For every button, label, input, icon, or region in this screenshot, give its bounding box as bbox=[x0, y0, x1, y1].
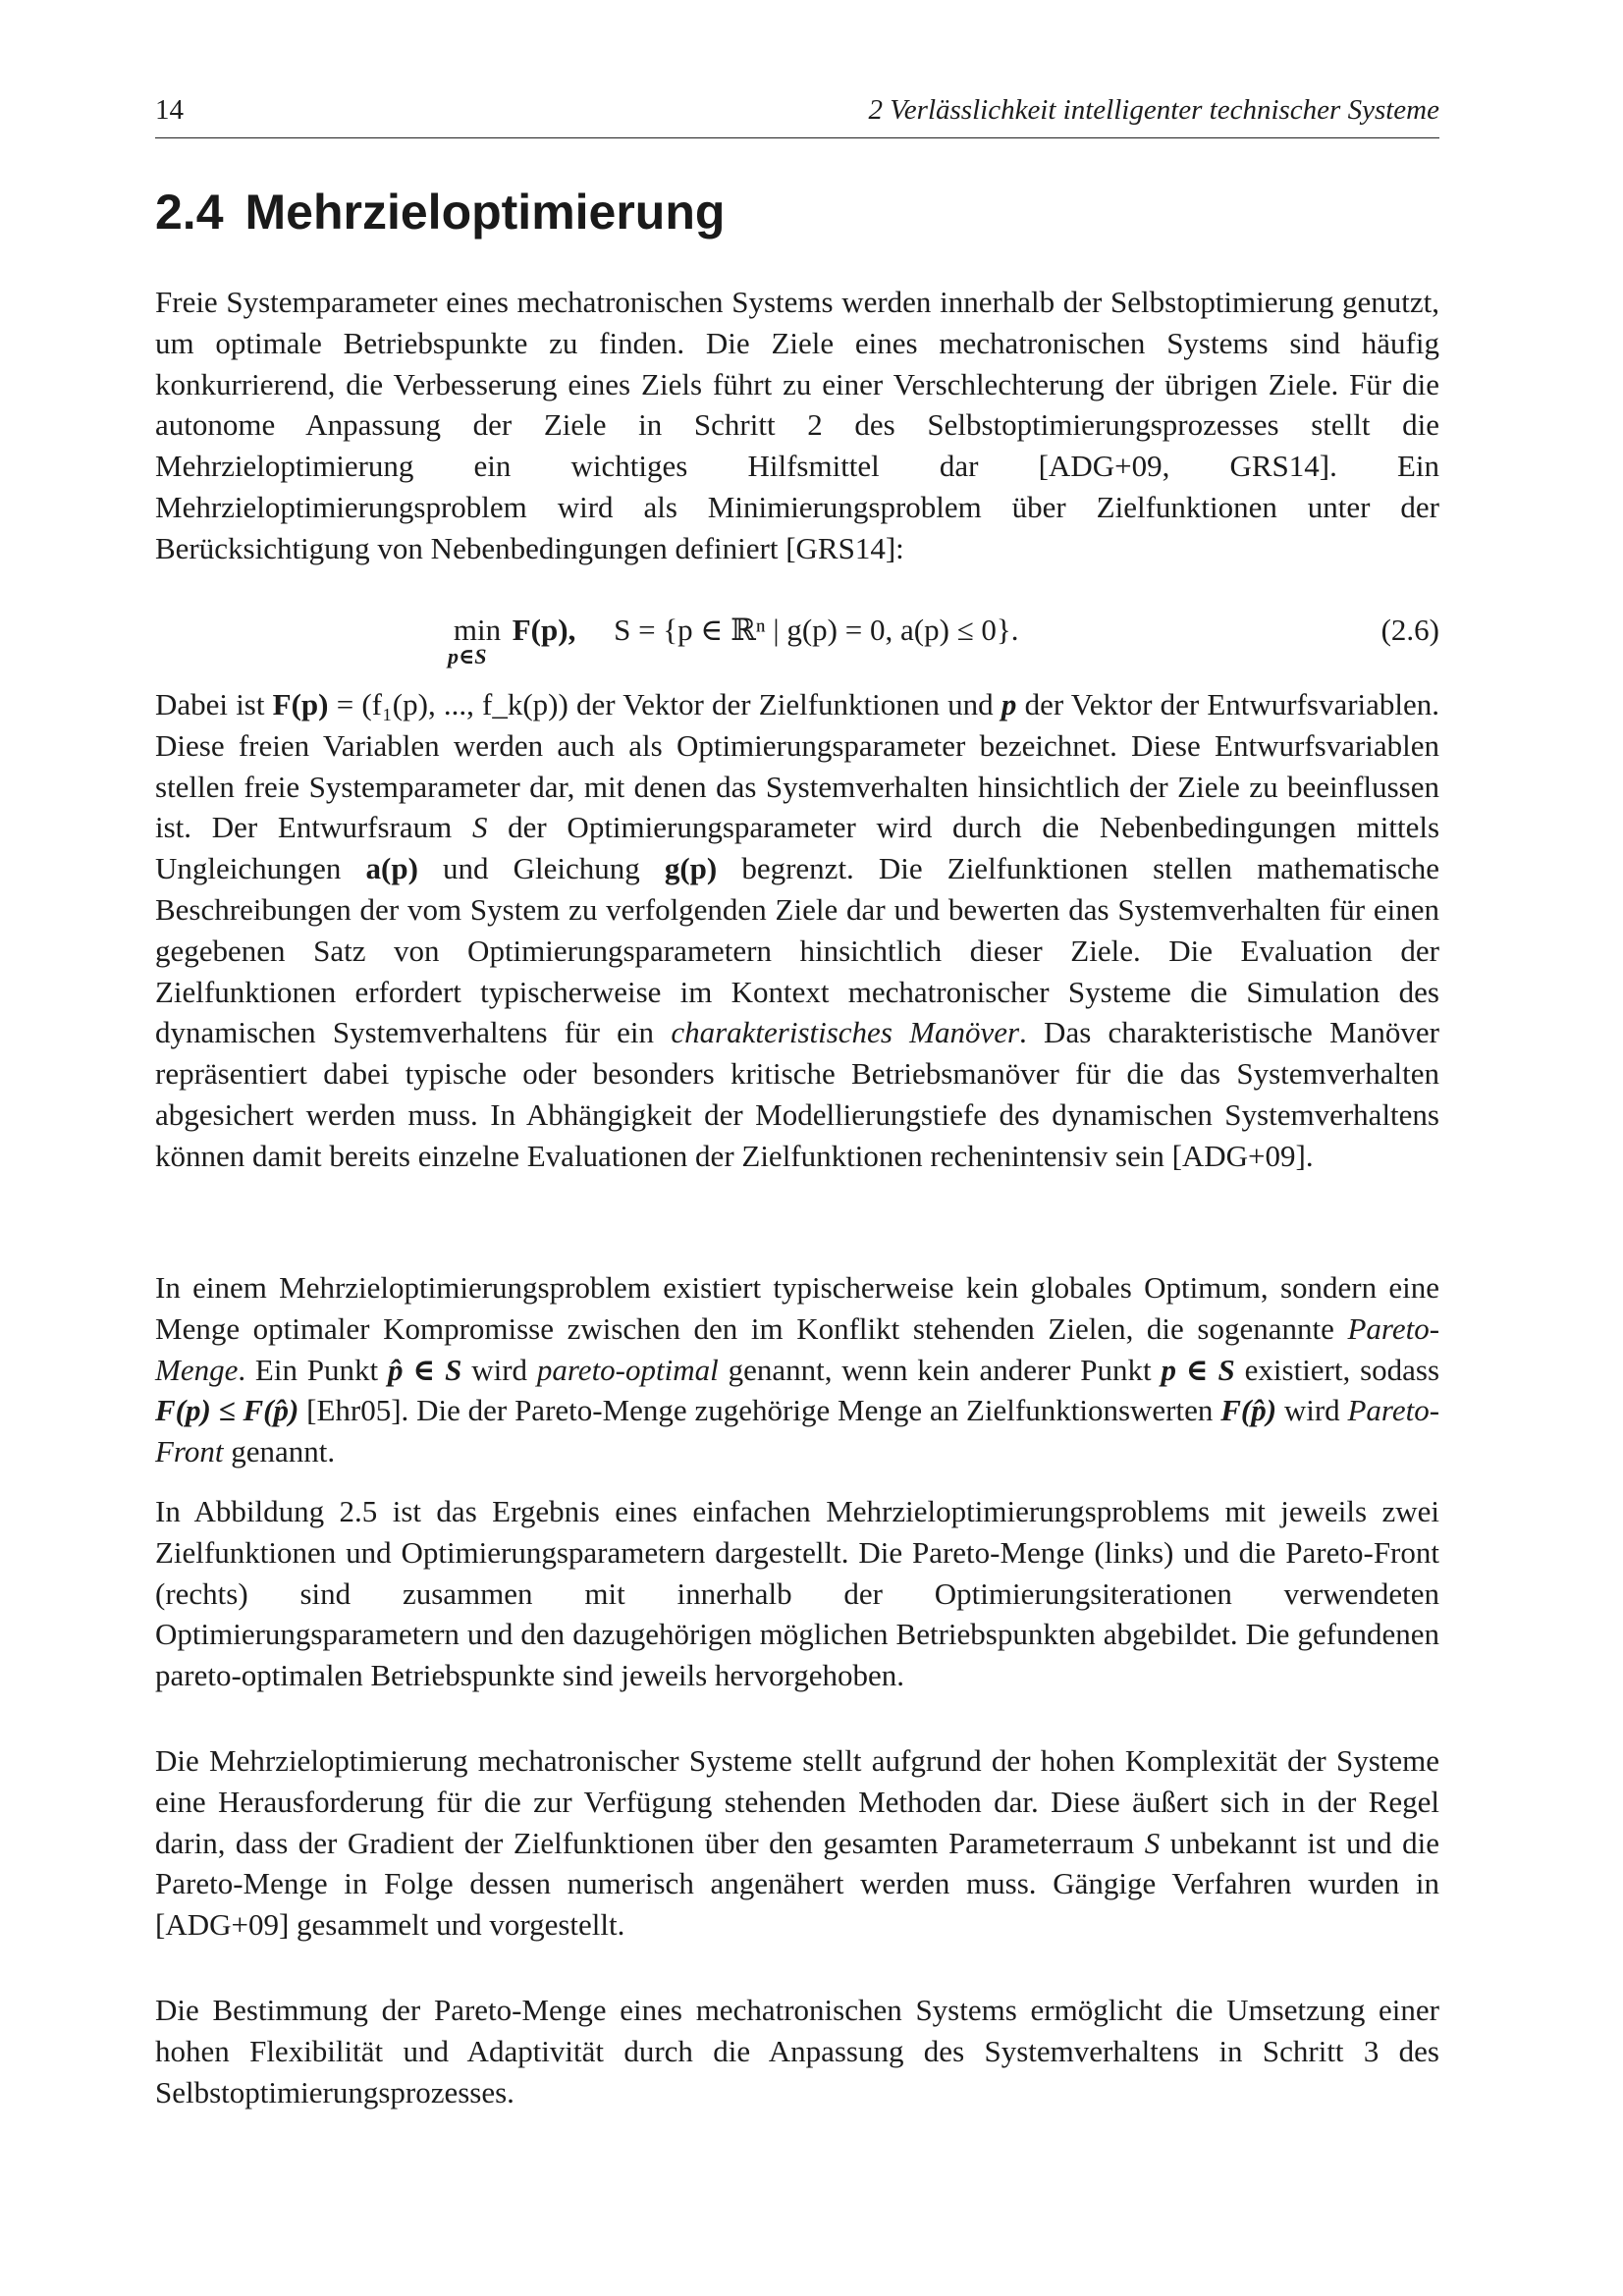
emphasis-text: pareto-optimal bbox=[536, 1352, 719, 1387]
equation-objective: F(p), bbox=[512, 613, 576, 647]
math-parameter-vector: p bbox=[1001, 687, 1017, 721]
paragraph-text: Freie Systemparameter eines mechatronischen Systems werden innerhalb der Selbstoptimierung genutzt, um optimale Betriebspunkte zu finden. Die Ziele eines mechatronischen Systems sind häufig konkurrierend, die Verbesserung eines Ziels führt zu einer Verschlechterung der übrigen Ziele. Für die autonome Anpassung der Ziele in Schritt 2 des Selbstoptimierungsprozesses stellt die Mehrzieloptimierung ein wichtiges Hilfsmittel dar [ADG+09, GRS14]. Ein Mehrzieloptimierungsproblem wird als Minimierungsproblem über Zielfunktionen unter der Berücksichtigung von Nebenbedingungen definiert [GRS14]: bbox=[155, 285, 1439, 565]
min-subscript: p∈S bbox=[448, 644, 487, 668]
min-operator: min p∈S bbox=[448, 613, 502, 668]
paragraph-text: Die Bestimmung der Pareto-Menge eines mechatronischen Systems ermöglicht die Umsetzung einer hohen Flexibilität und Adaptivität durch die Anpassung des Systemverhaltens in Schritt 3 des Selbstoptimierungsprozesses. bbox=[155, 1993, 1439, 2109]
equation-body bbox=[448, 613, 1019, 668]
math-equality: g(p) bbox=[664, 851, 718, 886]
math-design-space: S bbox=[471, 810, 488, 845]
emphasis-text: Pareto-Front bbox=[155, 1393, 1440, 1469]
section-number: 2.4 bbox=[155, 185, 224, 240]
paragraph-definitions: Dabei ist F(p) = (f₁(p), ..., f_k(p)) der Vektor der Zielfunktionen und p der Vektor der Entwurfsvariablen. Diese freien Variablen werden auch als Optimierungsparameter bezeichnet. Diese Entwurfsvariablen stellen freie Systemparameter dar, mit denen das Systemverhalten hinsichtlich der Ziele zu beeinflussen ist. Der Entwurfsraum S der Optimierungsparameter wird durch die Nebenbedingungen mittels Ungleichungen a(p) und Gleichung g(p) begrenzt. Die Zielfunktionen stellen mathematische Beschreibungen der vom System zu verfolgenden Ziele dar und bewerten das Systemverhalten für einen gegebenen Satz von Optimierungsparametern hinsichtlich dieser Ziele. Die Evaluation der Zielfunktionen erfordert typischerweise im Kontext mechatronischer Systeme die Simulation des dynamischen Systemverhaltens für ein charakteristisches Manöver. Das charakteristische Manöver repräsentiert dabei typische oder besonders kritische Betriebsmanöver für die das Systemverhalten abgesichert werden muss. In Abhängigkeit der Modellierungstiefe des dynamischen Systemverhaltens können damit bereits einzelne Evaluationen der Zielfunktionen rechenintensiv sein [ADG+09]. bbox=[155, 687, 1440, 1173]
paragraph-conclusion bbox=[155, 1990, 1439, 2112]
running-title: 2 Verlässlichkeit intelligenter technischer Systeme bbox=[868, 94, 1439, 126]
page-number: 14 bbox=[155, 94, 184, 126]
equation-constraint: S = {p ∈ ℝⁿ | g(p) = 0, a(p) ≤ 0}. bbox=[614, 613, 1019, 647]
section-heading bbox=[155, 183, 725, 241]
math-inline: F(p) ≤ F(p̂) bbox=[155, 1393, 299, 1428]
paragraph-intro bbox=[155, 282, 1439, 569]
math-inline: F(p̂) bbox=[1220, 1393, 1277, 1428]
emphasis-text: Pareto-Menge bbox=[155, 1310, 1440, 1387]
math-inline: p̂ ∈ S bbox=[388, 1352, 462, 1387]
paragraph-pareto: In einem Mehrzieloptimierungsproblem existiert typischerweise kein globales Optimum, sondern eine Menge optimaler Kompromisse zwischen den im Konflikt stehenden Zielen, die sogenannte Pareto-Menge. Ein Punkt p̂ ∈ S wird pareto-optimal genannt, wenn kein anderer Punkt p ∈ S existiert, sodass F(p) ≤ F(p̂) [Ehr05]. Die der Pareto-Menge zugehörige Menge an Zielfunktionswerten F(p̂) wird Pareto-Front genannt. bbox=[155, 1270, 1440, 1469]
paragraph-challenges: Die Mehrzieloptimierung mechatronischer Systeme stellt aufgrund der hohen Komplexität der Systeme eine Herausforderung für die zur Verfügung stehenden Methoden dar. Diese äußert sich in der Regel darin, dass der Gradient der Zielfunktionen über den gesamten Parameterraum S unbekannt ist und die Pareto-Menge in Folge dessen numerisch angenähert werden muss. Gängige Verfahren wurden in [ADG+09] gesammelt und vorgestellt. bbox=[155, 1743, 1440, 1943]
section-title: Mehrzieloptimierung bbox=[244, 185, 726, 240]
emphasis-text: charakteristisches Manöver bbox=[671, 1015, 1020, 1050]
paragraph-text: In Abbildung 2.5 ist das Ergebnis eines einfachen Mehrzieloptimierungsproblems mit jeweils zwei Zielfunktionen und Optimierungsparametern dargestellt. Die Pareto-Menge (links) und die Pareto-Front (rechts) sind zusammen mit innerhalb der Optimierungsiterationen verwendeten Optimierungsparametern und den dazugehörigen möglichen Betriebspunkten abgebildet. Die gefundenen pareto-optimalen Betriebspunkte sind jeweils hervorgehoben. bbox=[155, 1494, 1439, 1693]
running-header bbox=[155, 90, 1439, 138]
equation-number: (2.6) bbox=[1380, 613, 1439, 647]
math-inline: p ∈ S bbox=[1161, 1352, 1235, 1387]
math-objective-vector: F(p) bbox=[272, 687, 329, 721]
paragraph-figure-reference bbox=[155, 1491, 1439, 1696]
math-parameter-space: S bbox=[1144, 1825, 1161, 1860]
math-inequality: a(p) bbox=[365, 851, 418, 886]
equation-2-6 bbox=[155, 613, 1439, 677]
